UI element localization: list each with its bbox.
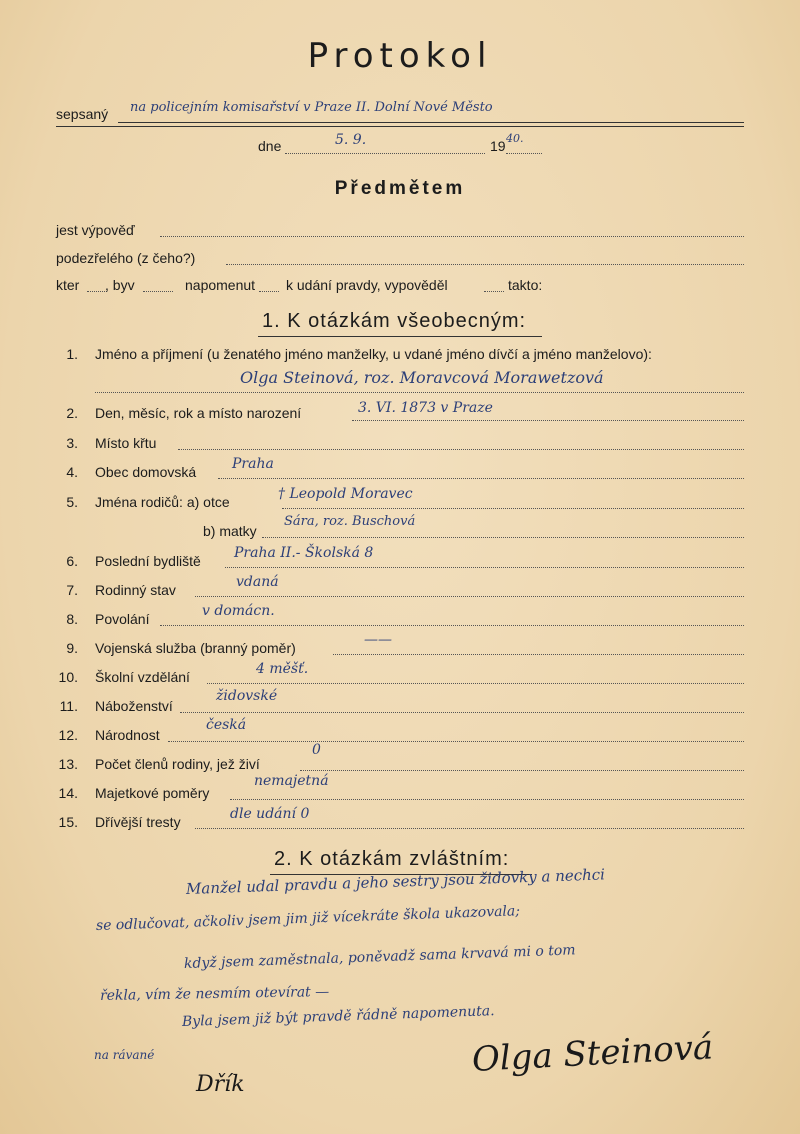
item-1-line xyxy=(95,392,744,393)
takto-label: takto: xyxy=(508,277,543,293)
item-5a-value: † Leopold Moravec xyxy=(278,486,413,502)
item-3-number: 3. xyxy=(66,435,78,451)
year-value: 40. xyxy=(506,132,524,145)
witness-signature: Olga Steinová xyxy=(470,1027,715,1080)
item-11-value: židovské xyxy=(216,688,278,704)
sepsany-value: na policejním komisařství v Praze II. Dolní Nové Město xyxy=(130,100,493,115)
item-14-label: Majetkové poměry xyxy=(95,785,210,801)
year-underline xyxy=(506,153,542,154)
dne-value: 5. 9. xyxy=(335,132,367,148)
item-10-value: 4 měšť. xyxy=(256,661,309,677)
item-8-label: Povolání xyxy=(95,611,150,627)
item-8-value: v domácn. xyxy=(202,603,275,619)
officer-initials: Dřík xyxy=(196,1072,245,1097)
item-5b-line xyxy=(262,537,744,538)
item-13-label: Počet členů rodiny, jež živí xyxy=(95,756,260,772)
item-8-number: 8. xyxy=(66,611,78,627)
year-label: 19 xyxy=(490,138,506,154)
item-1-label: Jméno a příjmení (u ženatého jméno manželky, u vdané jméno dívčí a jméno manželovo): xyxy=(95,346,652,362)
item-6-value: Praha II.- Školská 8 xyxy=(234,545,374,561)
header-rule xyxy=(56,126,744,127)
podezreleho-label: podezřelého (z čeho?) xyxy=(56,250,196,266)
item-12-label: Národnost xyxy=(95,727,160,743)
byv-label: , byv xyxy=(105,277,135,293)
naravane-note: na rávané xyxy=(94,1048,155,1062)
item-2-value: 3. VI. 1873 v Praze xyxy=(358,400,493,416)
item-15-line xyxy=(195,828,744,829)
k-udani-label: k udání pravdy, vypověděl xyxy=(286,277,448,293)
item-15-number: 15. xyxy=(58,814,78,830)
kter-label: kter xyxy=(56,277,80,293)
dne-label: dne xyxy=(258,138,282,154)
item-5a-label: Jména rodičů: a) otce xyxy=(95,494,230,510)
statement-line-1: Manžel udal pravdu a jeho sestry jsou židovky a nechci xyxy=(185,865,606,898)
item-13-value: 0 xyxy=(312,742,321,758)
napomenut-label: napomenut xyxy=(185,277,256,293)
item-5-number: 5. xyxy=(66,494,78,510)
napomenut-blank xyxy=(259,291,279,292)
kter-blank xyxy=(87,291,107,292)
item-9-value: —— xyxy=(364,632,392,648)
item-11-line xyxy=(180,712,744,713)
item-10-number: 10. xyxy=(58,669,78,685)
sepsany-label: sepsaný xyxy=(56,106,109,122)
item-2-line xyxy=(352,420,744,421)
item-13-number: 13. xyxy=(58,756,78,772)
item-7-value: vdaná xyxy=(236,574,279,590)
subject-heading: Předmětem xyxy=(334,178,466,199)
item-9-number: 9. xyxy=(66,640,78,656)
k-udani-blank xyxy=(484,291,504,292)
item-5b-value: Sára, roz. Buschová xyxy=(284,514,416,529)
section-2-heading: 2. K otázkám zvláštním: xyxy=(274,848,510,870)
item-7-line xyxy=(195,596,744,597)
jest-vypoved-line xyxy=(160,236,744,237)
jest-vypoved-label: jest výpověď xyxy=(56,222,135,238)
item-5b-label: b) matky xyxy=(203,523,257,539)
item-11-number: 11. xyxy=(59,698,78,714)
item-3-label: Místo křtu xyxy=(95,435,157,451)
byv-blank xyxy=(143,291,173,292)
item-11-label: Náboženství xyxy=(95,698,173,714)
item-3-line xyxy=(178,449,744,450)
section-1-heading: 1. K otázkám všeobecným: xyxy=(262,310,527,332)
page-title: Protokol xyxy=(307,36,493,76)
item-4-label: Obec domovská xyxy=(95,464,197,480)
item-12-line xyxy=(168,741,744,742)
sepsany-underline xyxy=(118,122,744,123)
item-15-label: Dřívější tresty xyxy=(95,814,181,830)
dne-underline xyxy=(285,153,485,154)
statement-line-4: řekla, vím že nesmím otevírat — xyxy=(99,984,330,1004)
item-7-number: 7. xyxy=(66,582,78,598)
item-8-line xyxy=(160,625,744,626)
item-4-line xyxy=(218,478,744,479)
item-1-value: Olga Steinová, roz. Moravcová Morawetzová xyxy=(240,368,604,387)
item-13-line xyxy=(300,770,744,771)
item-12-number: 12. xyxy=(58,727,78,743)
item-10-label: Školní vzdělání xyxy=(95,669,190,685)
item-15-value: dle udání 0 xyxy=(230,806,310,822)
statement-line-3: když jsem zaměstnala, poněvadž sama krvavá mi o tom xyxy=(183,942,576,972)
statement-line-2: se odlučovat, ačkoliv jsem jim již vícekráte škola ukazovala; xyxy=(95,903,521,934)
item-4-value: Praha xyxy=(232,456,274,472)
item-4-number: 4. xyxy=(66,464,78,480)
item-6-label: Poslední bydliště xyxy=(95,553,201,569)
item-6-number: 6. xyxy=(66,553,78,569)
item-9-line xyxy=(333,654,744,655)
item-7-label: Rodinný stav xyxy=(95,582,176,598)
item-2-label: Den, měsíc, rok a místo narození xyxy=(95,405,302,421)
item-12-value: česká xyxy=(206,717,247,733)
section-1-underline xyxy=(258,336,542,337)
item-14-value: nemajetná xyxy=(254,773,329,789)
podezreleho-line xyxy=(226,264,744,265)
item-2-number: 2. xyxy=(66,405,78,421)
item-1-number: 1. xyxy=(66,346,78,362)
item-9-label: Vojenská služba (branný poměr) xyxy=(95,640,296,656)
item-14-line xyxy=(230,799,744,800)
item-14-number: 14. xyxy=(58,785,78,801)
item-6-line xyxy=(225,567,744,568)
statement-line-5: Byla jsem již být pravdě řádně napomenuta. xyxy=(181,1003,495,1030)
item-5a-line xyxy=(282,508,744,509)
item-10-line xyxy=(207,683,744,684)
